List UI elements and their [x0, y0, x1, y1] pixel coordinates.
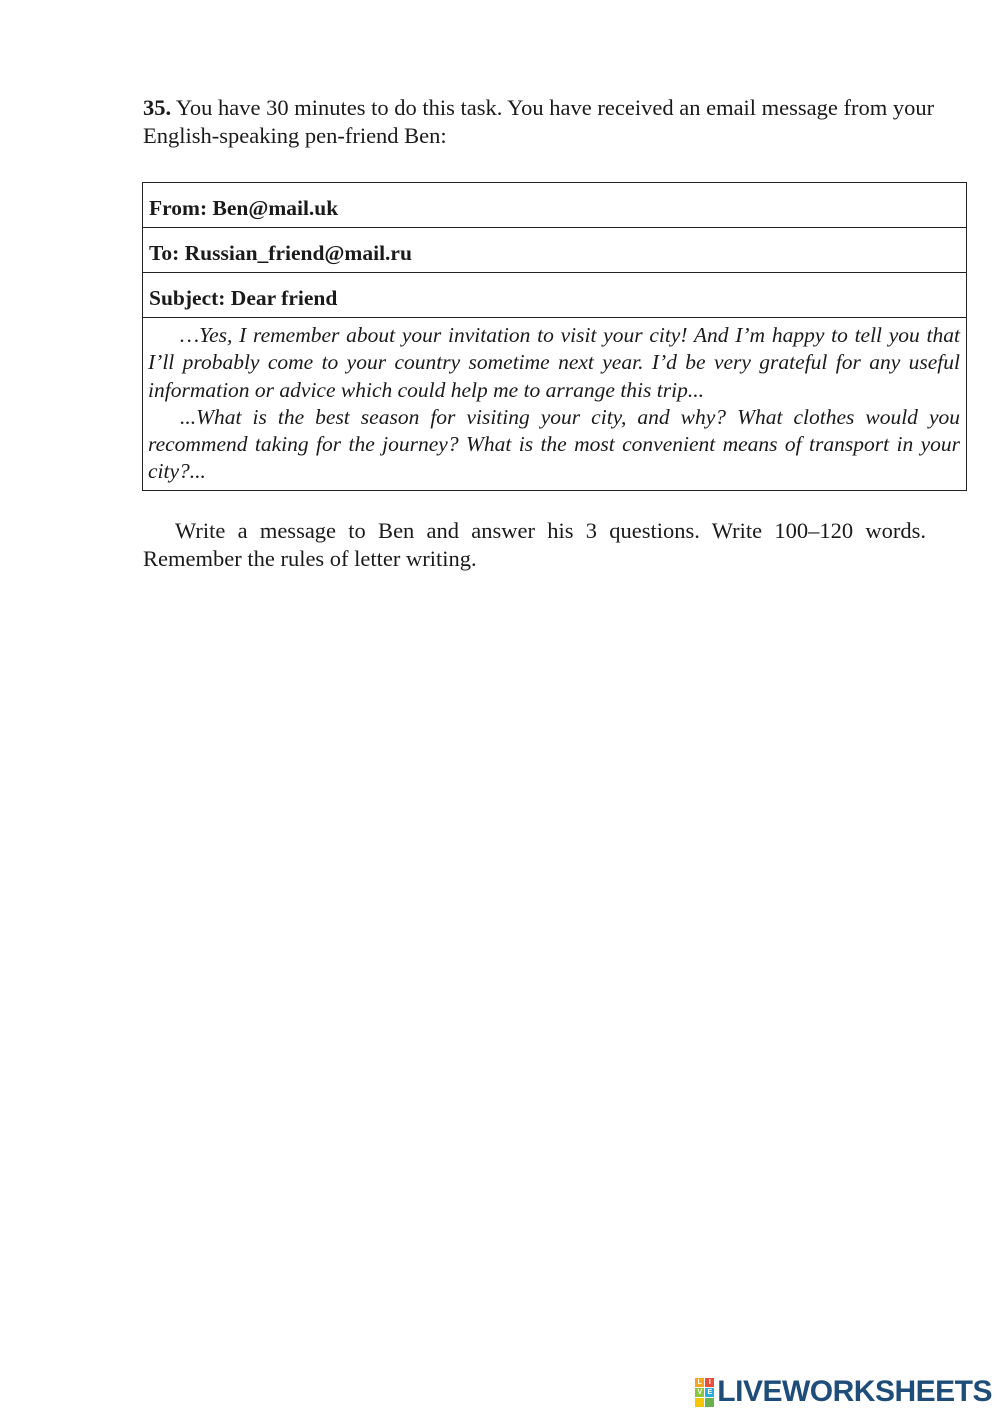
- liveworksheets-watermark: [695, 1377, 992, 1407]
- logo-cell: V: [695, 1388, 704, 1397]
- email-body: [143, 318, 966, 490]
- email-subject: Subject: Dear friend: [143, 273, 966, 318]
- email-paragraph: ...What is the best season for visiting your city, and why? What clothes would you recommend taking for the journey? What is the most convenient means of transport in your city?...: [148, 404, 960, 484]
- logo-cell: L: [695, 1378, 704, 1387]
- logo-cell: [695, 1398, 704, 1407]
- email-to: To: Russian_friend@mail.ru: [143, 228, 966, 273]
- liveworksheets-logo-icon: [695, 1378, 714, 1407]
- task-intro-text: You have 30 minutes to do this task. You have received an email message from your English-speaking pen-friend Ben:: [143, 95, 935, 148]
- email-from: From: Ben@mail.uk: [143, 183, 966, 228]
- logo-cell: E: [705, 1388, 714, 1397]
- logo-cell: I: [705, 1378, 714, 1387]
- task-number: 35.: [143, 95, 172, 120]
- email-paragraph: …Yes, I remember about your invitation to visit your city! And I’m happy to tell you that I’ll probably come to your country sometime next year. I’d be very grateful for any useful information or advice which could help me to arrange this trip...: [148, 323, 960, 402]
- email-box: [142, 182, 967, 491]
- logo-cell: [705, 1398, 714, 1407]
- task-intro: [143, 94, 943, 149]
- task-instruction: Write a message to Ben and answer his 3 questions. Write 100–120 words. Remember the rules of letter writing.: [143, 518, 926, 571]
- watermark-text: LIVEWORKSHEETS: [717, 1375, 992, 1408]
